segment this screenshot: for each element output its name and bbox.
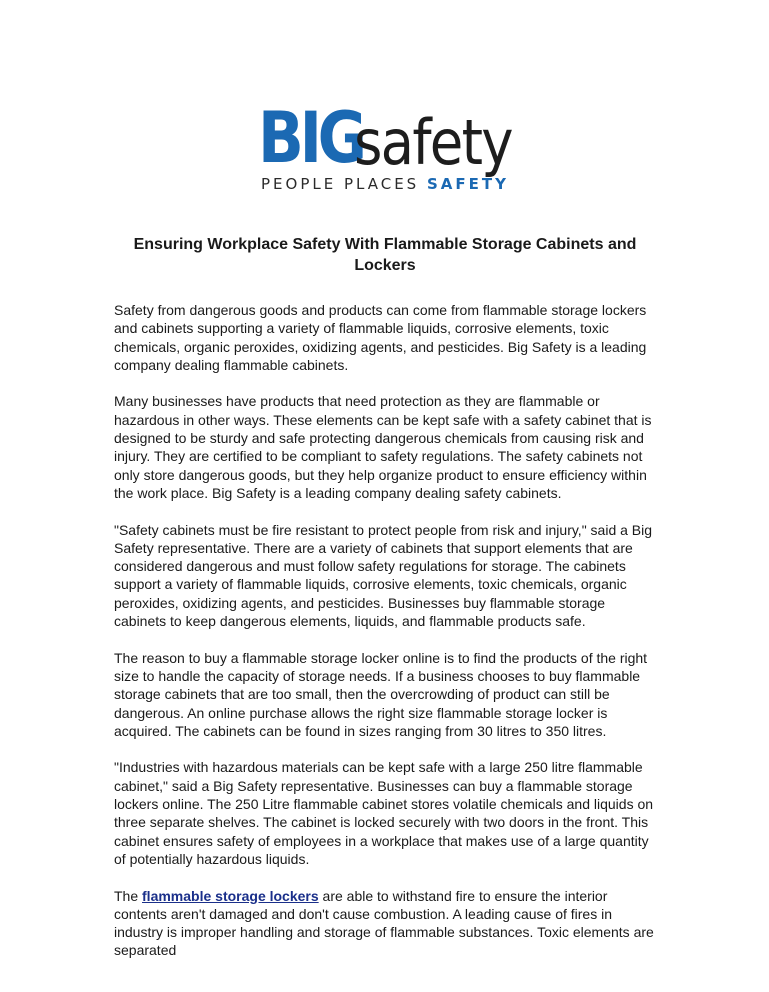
paragraph-6 [114,887,660,960]
logo-big-text: BIG [258,97,363,179]
logo-safety-text: safety [354,106,512,179]
logo-tagline-people-places: PEOPLE PLACES [261,175,427,193]
paragraph-5: "Industries with hazardous materials can be kept safe with a large 250 litre flammable cabinet," said a Big Safety representative. Businesses can buy a flammable storage lockers online. The 250 Litre flammable cabinet stores volatile chemicals and liquids on three separate shelves. The cabinet is locked securely with two doors in the front. This cabinet ensures safety of employees in a workplace that makes use of a large quantity of potentially hazardous liquids. [114,759,654,867]
paragraph-6-rest: are able to withstand fire to ensure the interior contents aren't damaged and don't cause combustion. A leading cause of fires in industry is improper handling and storage of flammable substances. Toxic elements are separated [114,887,654,959]
paragraph-4: The reason to buy a flammable storage locker online is to find the products of the right size to handle the capacity of storage needs. If a business chooses to buy flammable storage cabinets that are too small, then the overcrowding of product can still be dangerous. An online purchase allows the right size flammable storage locker is acquired. The cabinets can be found in sizes ranging from 30 litres to 350 litres. [114,649,648,739]
logo-tagline-safety: SAFETY [426,175,509,193]
logo-tagline [261,175,509,193]
big-safety-logo [258,97,548,193]
paragraph-3: "Safety cabinets must be fire resistant to protect people from risk and injury," said a Big Safety representative. There are a variety of cabinets that support elements that are considered dangerous and must follow safety regulations for storage. The cabinets support a variety of flammable liquids, corrosive elements, toxic chemicals, organic peroxides, oxidizing agents, and pesticides. Businesses buy flammable storage cabinets to keep dangerous elements, liquids, and flammable products safe. [114,521,653,630]
paragraph-1: Safety from dangerous goods and products can come from flammable storage lockers and cabinets supporting a variety of flammable liquids, corrosive elements, toxic chemicals, organic peroxides, oxidizing agents, and pesticides. Big Safety is a leading company dealing flammable cabinets. [114,302,647,373]
flammable-storage-lockers-link[interactable]: flammable storage lockers [142,887,319,904]
article-title: Ensuring Workplace Safety With Flammable Storage Cabinets and Lockers [133,236,637,274]
paragraph-6-lead: The [114,887,143,904]
paragraph-2: Many businesses have products that need protection as they are flammable or hazardous in other ways. These elements can be kept safe with a safety cabinet that is designed to be sturdy and safe protecting dangerous chemicals from causing risk and injury. They are certified to be compliant to safety regulations. The safety cabinets not only store dangerous goods, but they help organize product to ensure efficiency within the work place. Big Safety is a leading company dealing safety cabinets. [114,393,652,501]
article-body [114,301,660,978]
